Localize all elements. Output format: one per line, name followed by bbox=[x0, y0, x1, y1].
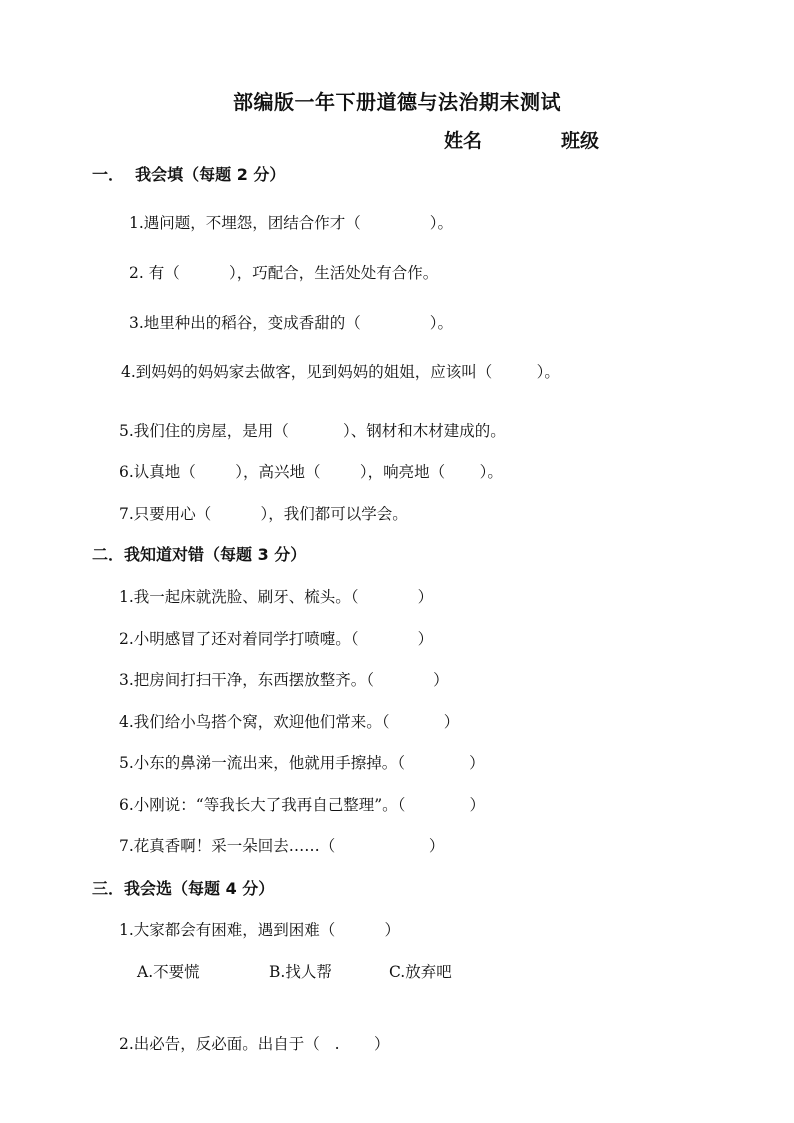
fill-question: 1.遇问题，不埋怨，团结合作才（ ）。 bbox=[129, 214, 454, 232]
choice-question: 1.大家都会有困难，遇到困难（ ） bbox=[119, 921, 401, 939]
section-heading-choice: 三．我会选（每题 4 分） bbox=[92, 879, 275, 898]
fill-question: 6.认真地（ ），高兴地（ ），响亮地（ ）。 bbox=[119, 463, 503, 481]
truefalse-question: 7.花真香啊！采一朵回去……（ ） bbox=[119, 837, 445, 855]
truefalse-question: 4.我们给小鸟搭个窝，欢迎他们常来。（ ） bbox=[119, 713, 460, 731]
fill-question: 2. 有（ ），巧配合，生活处处有合作。 bbox=[129, 264, 439, 282]
truefalse-question: 3.把房间打扫干净，东西摆放整齐。（ ） bbox=[119, 671, 449, 689]
fill-question: 3.地里种出的稻谷，变成香甜的（ ）。 bbox=[129, 314, 454, 332]
truefalse-question: 6.小刚说：“等我长大了我再自己整理”。（ ） bbox=[119, 796, 485, 814]
section-heading-truefalse: 二．我知道对错（每题 3 分） bbox=[92, 545, 307, 564]
choice-option-c: C.放弃吧 bbox=[389, 963, 452, 981]
fill-question: 5.我们住的房屋，是用（ ）、钢材和木材建成的。 bbox=[119, 422, 506, 440]
choice-question: 2.出必告，反必面。出自于（ . ） bbox=[119, 1035, 390, 1053]
section-heading-fill: 一． 我会填（每题 2 分） bbox=[92, 165, 286, 184]
truefalse-question: 5.小东的鼻涕一流出来，他就用手擦掉。（ ） bbox=[119, 754, 485, 772]
class-label: 班级 bbox=[561, 130, 600, 152]
fill-question: 4.到妈妈的妈妈家去做客，见到妈妈的姐姐，应该叫（ ）。 bbox=[121, 363, 560, 381]
name-label: 姓名 bbox=[444, 130, 483, 152]
page-title: 部编版一年下册道德与法治期末测试 bbox=[233, 90, 561, 114]
truefalse-question: 1.我一起床就洗脸、刷牙、梳头。（ ） bbox=[119, 588, 434, 606]
choice-option-b: B.找人帮 bbox=[269, 963, 332, 981]
truefalse-question: 2.小明感冒了还对着同学打喷嚏。（ ） bbox=[119, 630, 434, 648]
fill-question: 7.只要用心（ ），我们都可以学会。 bbox=[119, 505, 408, 523]
choice-option-a: A.不要慌 bbox=[137, 963, 200, 981]
